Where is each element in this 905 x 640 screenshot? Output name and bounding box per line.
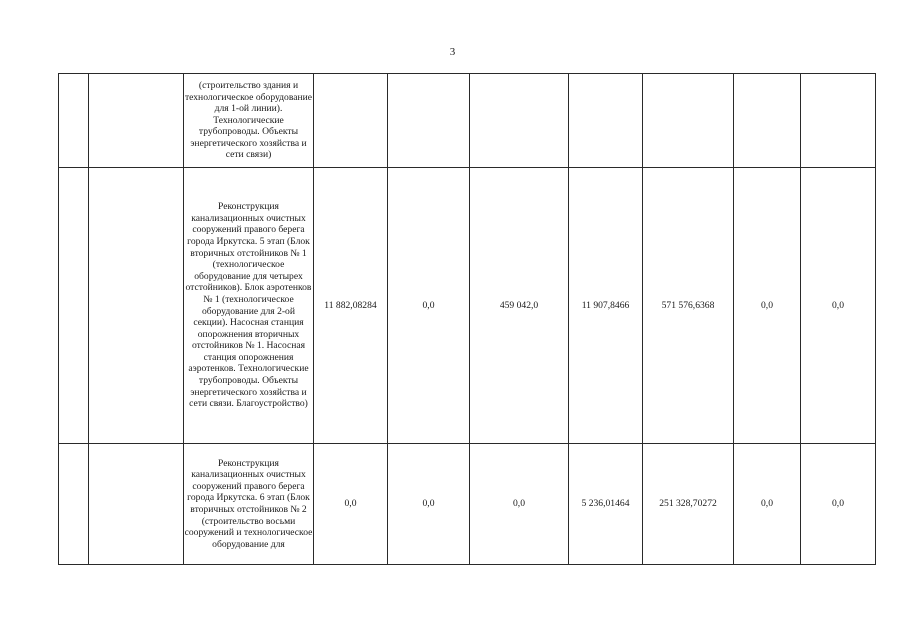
value-cell: 11 882,08284	[314, 168, 388, 444]
table-row	[59, 168, 876, 444]
value-cell	[314, 74, 388, 168]
name-cell	[89, 168, 184, 444]
value-cell: 0,0	[388, 168, 470, 444]
table-row	[59, 74, 876, 168]
value-cell: 0,0	[801, 444, 876, 565]
value-cell: 0,0	[734, 168, 801, 444]
value-cell: 0,0	[470, 444, 569, 565]
description-cell: Реконструкция канализационных очистных сооружений правого берега города Иркутска. 5 этап (Блок вторичных отстойников № 1 (технологическое оборудование для четырех отстойников). Блок аэротенков № 1 (технологическое оборудование для 2-ой секции). Насосная станция опорожнения вторичных отстойников № 1. Насосная станция опорожнения аэротенков. Технологические трубопроводы. Объекты энергетического хозяйства и сети связи. Благоустройство)	[184, 168, 314, 444]
value-cell: 571 576,6368	[643, 168, 734, 444]
name-cell	[89, 74, 184, 168]
name-cell	[89, 444, 184, 565]
value-cell	[801, 74, 876, 168]
index-cell	[59, 74, 89, 168]
value-cell	[470, 74, 569, 168]
value-cell: 0,0	[801, 168, 876, 444]
value-cell: 0,0	[388, 444, 470, 565]
page-number: 3	[449, 46, 456, 58]
value-cell: 11 907,8466	[569, 168, 643, 444]
value-cell: 5 236,01464	[569, 444, 643, 565]
value-cell	[734, 74, 801, 168]
description-cell: (строительство здания и технологическое оборудование для 1-ой линии). Технологические трубопроводы. Объекты энергетического хозяйства и сети связи)	[184, 74, 314, 168]
value-cell	[643, 74, 734, 168]
value-cell: 459 042,0	[470, 168, 569, 444]
table-row	[59, 444, 876, 565]
document-table	[58, 73, 876, 565]
value-cell	[388, 74, 470, 168]
value-cell: 0,0	[314, 444, 388, 565]
value-cell	[569, 74, 643, 168]
value-cell: 251 328,70272	[643, 444, 734, 565]
index-cell	[59, 444, 89, 565]
value-cell: 0,0	[734, 444, 801, 565]
description-cell: Реконструкция канализационных очистных сооружений правого берега города Иркутска. 6 этап (Блок вторичных отстойников № 2 (строительство восьми сооружений и технологическое оборудование для	[184, 444, 314, 565]
index-cell	[59, 168, 89, 444]
